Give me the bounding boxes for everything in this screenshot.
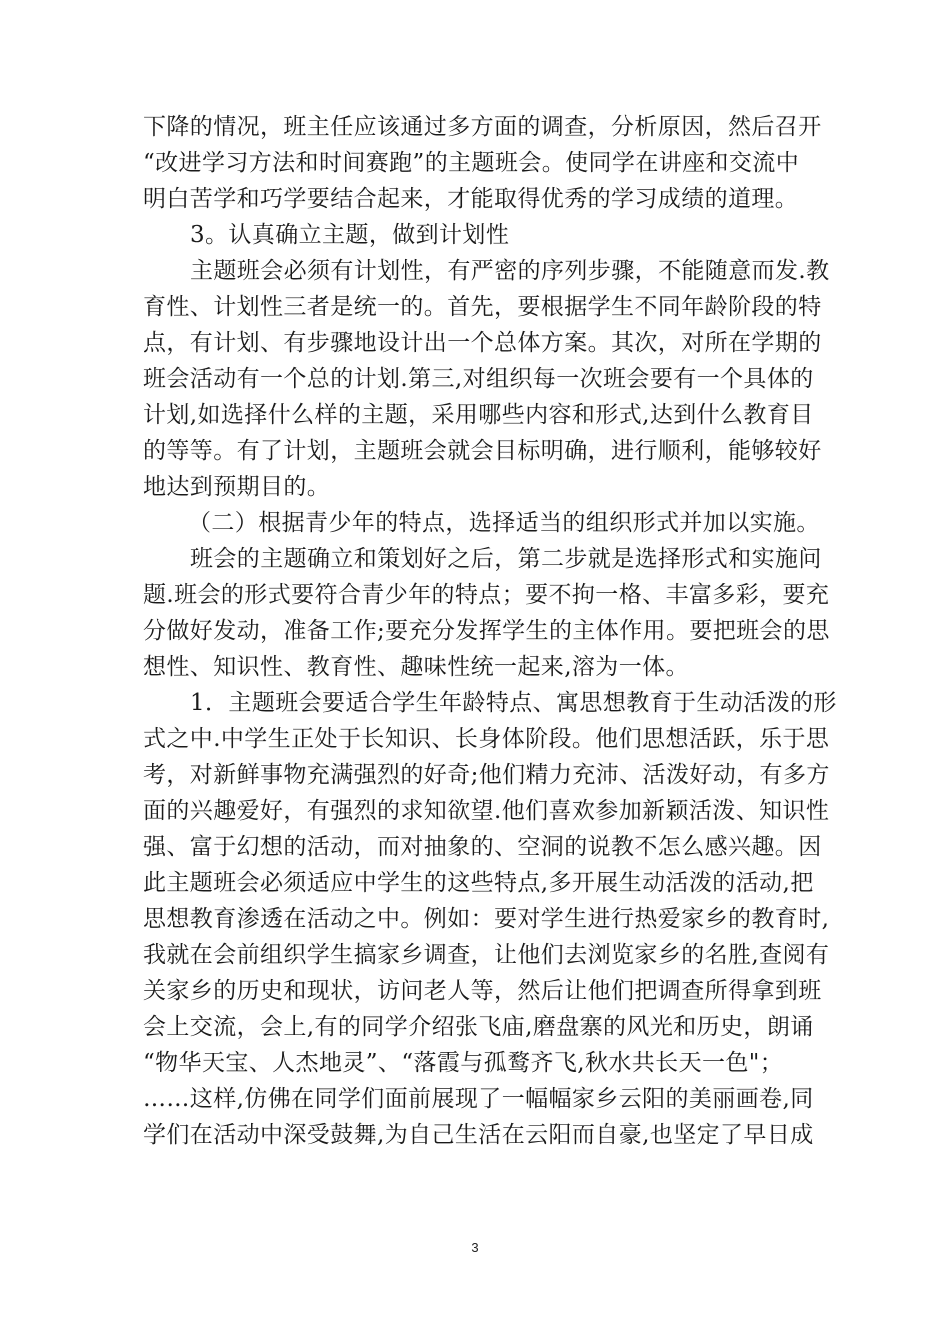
text-line: 下降的情况，班主任应该通过多方面的调查，分析原因，然后召开 <box>143 114 822 140</box>
text-line: 式之中.中学生正处于长知识、长身体阶段。他们思想活跃，乐于思 <box>143 726 830 752</box>
text-line: 面的兴趣爱好，有强烈的求知欲望.他们喜欢参加新颖活泼、知识性 <box>143 798 830 824</box>
document-body <box>143 109 837 1153</box>
text-line: 点，有计划、有步骤地设计出一个总体方案。其次，对所在学期的 <box>143 330 822 356</box>
paragraph-start: 班会的主题确立和策划好之后，第二步就是选择形式和实施问 <box>190 546 822 572</box>
text-line: 关家乡的历史和现状，访问老人等，然后让他们把调查所得拿到班 <box>143 978 822 1004</box>
text-line: 班会活动有一个总的计划.第三,对组织每一次班会要有一个具体的 <box>143 366 814 392</box>
text-line: 育性、计划性三者是统一的。首先，要根据学生不同年龄阶段的特 <box>143 294 822 320</box>
text-line: 地达到预期目的。 <box>143 474 331 500</box>
text-line: 我就在会前组织学生搞家乡调查，让他们去浏览家乡的名胜,查阅有 <box>143 942 830 968</box>
text-line: 会上交流，会上,有的同学介绍张飞庙,磨盘寨的风光和历史，朗诵 <box>143 1014 814 1040</box>
text-line: 此主题班会必须适应中学生的这些特点,多开展生动活泼的活动,把 <box>143 870 814 896</box>
text-line: 强、富于幻想的活动，而对抽象的、空洞的说教不怎么感兴趣。因 <box>143 834 822 860</box>
text-line: “改进学习方法和时间赛跑”的主题班会。使同学在讲座和交流中 <box>143 150 800 176</box>
section-heading: 3。认真确立主题，做到计划性 <box>190 222 510 248</box>
text-line: 计划,如选择什么样的主题，采用哪些内容和形式,达到什么教育目 <box>143 402 814 428</box>
text-line: 想性、知识性、教育性、趣味性统一起来,溶为一体。 <box>143 654 689 680</box>
text-line: 分做好发动，准备工作;要充分发挥学生的主体作用。要把班会的思 <box>143 618 830 644</box>
paragraph-start: 1．主题班会要适合学生年龄特点、寓思想教育于生动活泼的形 <box>190 690 837 716</box>
text-line: 思想教育渗透在活动之中。例如：要对学生进行热爱家乡的教育时, <box>143 906 830 932</box>
text-line: 考，对新鲜事物充满强烈的好奇;他们精力充沛、活泼好动，有多方 <box>143 762 830 788</box>
text-line: “物华天宝、人杰地灵”、“落霞与孤鹜齐飞,秋水共长天一色"； <box>143 1050 784 1076</box>
text-line: 学们在活动中深受鼓舞,为自己生活在云阳而自豪,也坚定了早日成 <box>143 1122 814 1148</box>
page-number: 3 <box>471 1240 479 1255</box>
text-line: 题.班会的形式要符合青少年的特点；要不拘一格、丰富多彩，要充 <box>143 582 830 608</box>
text-line: ……这样,仿佛在同学们面前展现了一幅幅家乡云阳的美丽画卷,同 <box>143 1086 814 1112</box>
text-line: 的等等。有了计划，主题班会就会目标明确，进行顺利，能够较好 <box>143 438 822 464</box>
text-line: 明白苦学和巧学要结合起来，才能取得优秀的学习成绩的道理。 <box>143 186 799 212</box>
section-heading: （二）根据青少年的特点，选择适当的组织形式并加以实施。 <box>188 510 820 536</box>
paragraph-start: 主题班会必须有计划性，有严密的序列步骤，不能随意而发.教 <box>190 258 830 284</box>
